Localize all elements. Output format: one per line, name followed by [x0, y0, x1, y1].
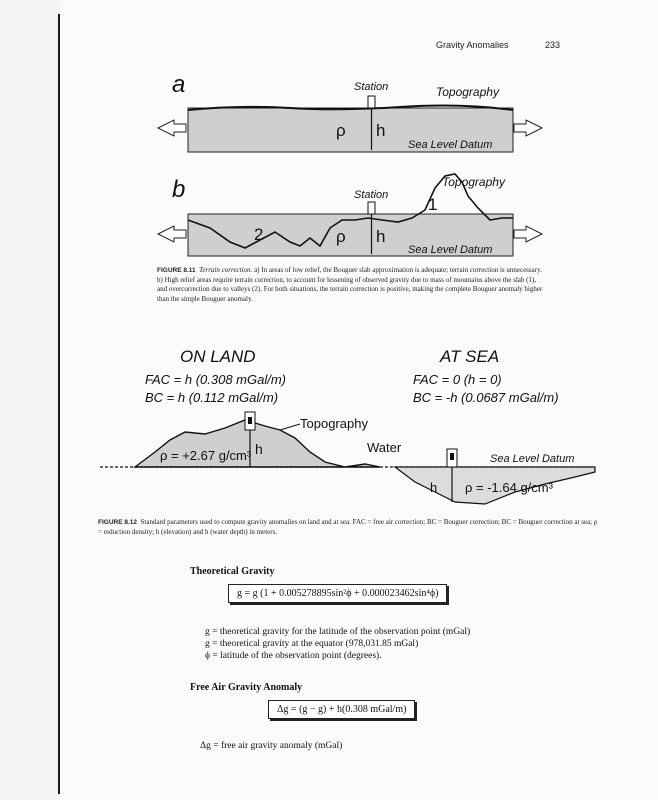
sea-gravimeter-window-icon — [450, 453, 454, 460]
water-label: Water — [367, 440, 402, 455]
panel-a-station-icon — [368, 96, 375, 108]
caption-text: Standard parameters used to compute gravity anomalies on land and at sea. FAC = free air correction; BC = Bouguer correction; BC = Bouguer correction at sea; ρ = reduction density; h (elevation) and h (water depth) in meters. — [98, 518, 598, 536]
panel-a-topography-label: Topography — [436, 85, 499, 99]
definition-line: ϕ = latitude of the observation point (degrees). — [205, 651, 382, 661]
caption-label: FIGURE 8.12 — [98, 519, 138, 526]
right-arrow-icon — [514, 226, 542, 242]
left-arrow-icon — [158, 226, 186, 242]
on-land-bc: BC = h (0.112 mGal/m) — [145, 390, 279, 405]
at-sea-bc: BC = -h (0.0687 mGal/m) — [413, 390, 559, 405]
panel-a-datum: Sea Level Datum — [408, 139, 493, 151]
sea-datum-label: Sea Level Datum — [490, 453, 575, 465]
right-arrow-icon — [514, 120, 542, 136]
figure-8-12-caption — [98, 518, 598, 537]
caption-title: Terrain correction. — [199, 266, 253, 274]
sea-hw-label: h — [430, 480, 438, 495]
topography-leader-line — [280, 424, 300, 430]
panel-b-label: b — [172, 176, 186, 203]
panel-a-station-label: Station — [354, 81, 389, 93]
free-air-formula: Δg = (g − g) + h(0.308 mGal/m) — [268, 700, 415, 719]
on-land-fac: FAC = h (0.308 mGal/m) — [145, 372, 286, 387]
on-land-title: ON LAND — [180, 347, 256, 366]
figure-8-11 — [150, 70, 550, 265]
panel-b-datum: Sea Level Datum — [408, 244, 493, 256]
panel-b-topography-label: Topography — [442, 175, 505, 189]
topography-label: Topography — [300, 416, 368, 431]
caption-text: a) In areas of low relief, the Bouguer slab approximation is adequate; terrain correction is unnecessary. b) High relief areas require terrain correction, to account for lessening of observed gravity due to mass of mountains above the slab (1), and overcorrection due to valleys (2). For both situations, the terrain correction is positive, making the complete Bouguer anomaly higher than the simple Bouguer anomaly. — [157, 266, 543, 303]
running-title: Gravity Anomalies — [436, 40, 509, 50]
panel-a-label: a — [172, 71, 186, 98]
land-density-label: ρ = +2.67 g/cm³ — [160, 448, 252, 463]
at-sea-fac: FAC = 0 (h = 0) — [413, 372, 502, 387]
panel-a-rho: ρ — [336, 121, 346, 140]
theoretical-gravity-formula: g = g (1 + 0.005278895sin²ϕ + 0.000023462sin⁴ϕ) — [228, 584, 447, 603]
panel-b-h: h — [376, 227, 386, 246]
panel-a-h: h — [376, 121, 386, 140]
theoretical-gravity-definitions — [205, 626, 470, 662]
sea-density-label: ρ = -1.64 g/cm³ — [465, 480, 553, 495]
panel-b-region-1: 1 — [428, 195, 438, 214]
page-number: 233 — [545, 40, 561, 50]
figure-8-11-caption — [157, 266, 547, 304]
free-air-definition: Δg = free air gravity anomaly (mGal) — [200, 741, 343, 751]
definition-line: g = theoretical gravity at the equator (978,031.85 mGal) — [205, 639, 419, 649]
at-sea-title: AT SEA — [440, 347, 500, 366]
panel-b-station-icon — [368, 202, 375, 214]
theoretical-gravity-heading: Theoretical Gravity — [190, 566, 275, 577]
definition-line: g = theoretical gravity for the latitude of the observation point (mGal) — [205, 627, 471, 637]
figure-8-12 — [95, 342, 605, 510]
caption-label: FIGURE 8.11 — [157, 267, 196, 274]
panel-b-region-2: 2 — [254, 225, 264, 244]
free-air-heading: Free Air Gravity Anomaly — [190, 682, 303, 693]
land-h-label: h — [255, 441, 263, 457]
panel-b-rho: ρ — [336, 227, 346, 246]
land-gravimeter-window-icon — [248, 417, 252, 424]
left-arrow-icon — [158, 120, 186, 136]
panel-b-station-label: Station — [354, 189, 389, 201]
